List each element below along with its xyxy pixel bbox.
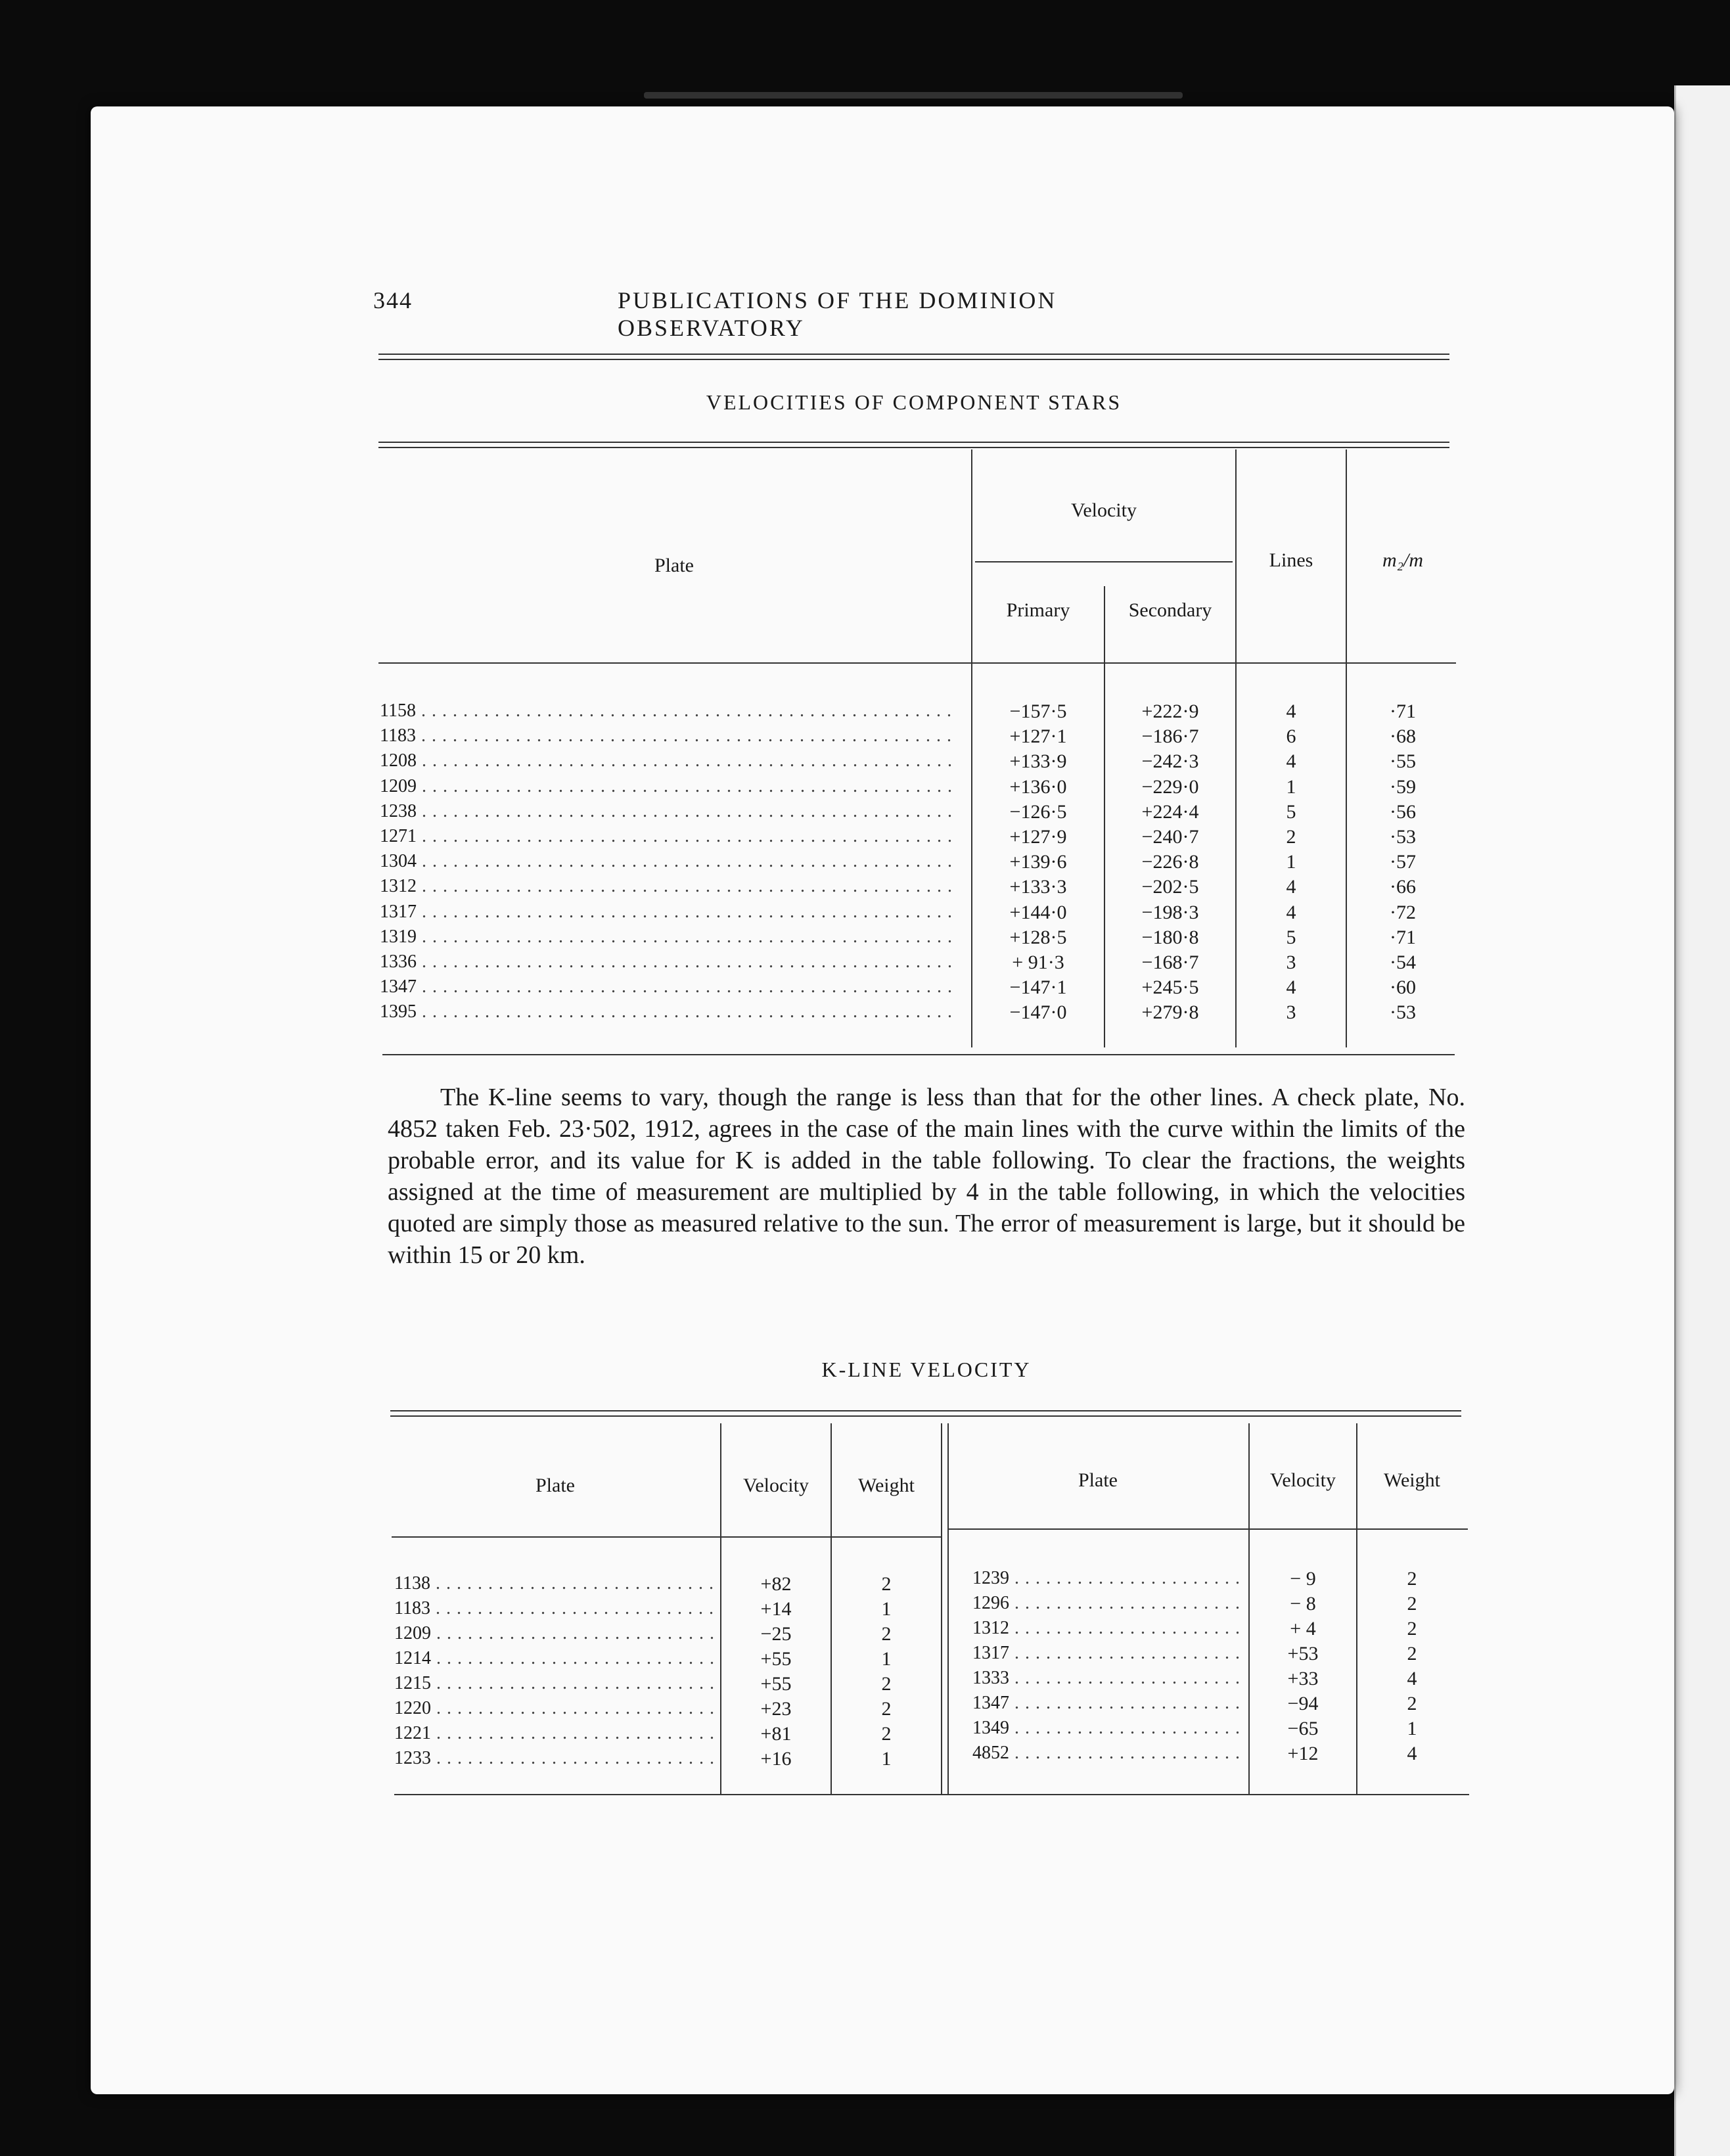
table1-title: VELOCITIES OF COMPONENT STARS [706, 390, 1122, 414]
plate-number: 1158 . . . [380, 700, 958, 722]
lines-cell: 6 [1286, 725, 1296, 748]
table-row [394, 1698, 894, 1723]
velocity-cell: + 4 [1290, 1618, 1316, 1640]
weight-cell: 2 [881, 1723, 892, 1745]
velocity-cell: −65 [1287, 1718, 1319, 1739]
lines-cell: 4 [1286, 876, 1296, 898]
table1-header-secondary: Secondary [1128, 599, 1212, 621]
table-row [972, 1693, 1472, 1718]
weight-cell: 2 [1407, 1618, 1417, 1640]
primary-cell: −126·5 [1009, 800, 1067, 823]
secondary-cell: −186·7 [1141, 725, 1199, 748]
plate-number: 1317 . . . [972, 1643, 1246, 1664]
weight-cell: 1 [1407, 1718, 1417, 1739]
lines-cell: 2 [1286, 826, 1296, 848]
secondary-cell: −240·7 [1141, 826, 1199, 848]
table1-bottom-rule [382, 1054, 1455, 1055]
velocity-cell: +55 [760, 1648, 792, 1670]
primary-cell: −157·5 [1009, 700, 1067, 722]
table1-top-rule [378, 354, 1449, 355]
weight-cell: 1 [881, 1648, 892, 1670]
plate-number: 1183 . . . [394, 1598, 716, 1619]
plate-number: 1238 . . . [380, 801, 958, 822]
weight-cell: 2 [881, 1698, 892, 1720]
table2-header-rule-left [392, 1536, 941, 1538]
facing-page-edge [1674, 85, 1730, 2156]
table-row [380, 776, 1464, 801]
table2-header-velocity-right: Velocity [1270, 1469, 1336, 1491]
body-paragraph: The K-line seems to vary, though the range is less than that for the other lines. A check plate, No. 4852 taken Feb. 23·502, 1912, agrees in the case of the main lines with the curve within the limits of the probable error, and its value for K is added in the table following. To clear the fractions, the weights assigned at the time of measurement are multiplied by 4 in the table following, in which the velocities quoted are simply those as measured relative to the sun. The error of measurement is large, but it should be within 15 or 20 km. [388, 1084, 1465, 1269]
secondary-cell: −198·3 [1141, 901, 1199, 923]
secondary-cell: +279·8 [1141, 1001, 1199, 1024]
ratio-cell: ·54 [1390, 952, 1416, 973]
page-number: 344 [373, 287, 413, 313]
plate-number: 1183 . . . [380, 725, 958, 746]
velocity-cell: − 9 [1290, 1568, 1316, 1590]
plate-number: 1208 . . . [380, 750, 958, 771]
scan-smudge [644, 92, 1183, 99]
table-row [972, 1643, 1472, 1668]
secondary-cell: −226·8 [1141, 851, 1199, 873]
table1-header-ratio: m₂/m [1382, 549, 1424, 571]
table-row [394, 1623, 894, 1648]
table1-header-rule [378, 442, 1449, 443]
table-row [380, 700, 1464, 725]
primary-cell: +136·0 [1009, 775, 1067, 798]
ratio-cell: ·53 [1390, 1001, 1416, 1024]
table2-header-velocity-left: Velocity [743, 1475, 809, 1496]
ratio-cell: ·55 [1390, 750, 1416, 773]
table1-header-rule-2 [378, 447, 1449, 448]
weight-cell: 4 [1407, 1743, 1417, 1764]
velocity-cell: −94 [1287, 1693, 1319, 1714]
plate-number: 1312 . . . [380, 876, 958, 897]
table2-header-plate-right: Plate [1078, 1469, 1118, 1491]
plate-number: 1349 . . . [972, 1718, 1246, 1739]
plate-number: 4852 . . . [972, 1743, 1246, 1764]
table-row [380, 801, 1464, 826]
lines-cell: 3 [1286, 1001, 1296, 1024]
ratio-cell: ·71 [1390, 926, 1416, 948]
lines-cell: 4 [1286, 901, 1296, 923]
table2-header-weight-right: Weight [1384, 1469, 1440, 1491]
table2-top-rule [390, 1410, 1461, 1411]
lines-cell: 4 [1286, 750, 1296, 773]
table-row [394, 1748, 894, 1773]
primary-cell: + 91·3 [1012, 952, 1064, 973]
table-row [380, 976, 1464, 1001]
lines-cell: 1 [1286, 851, 1296, 873]
table-row [380, 902, 1464, 927]
plate-number: 1333 . . . [972, 1668, 1246, 1689]
ratio-cell: ·60 [1390, 976, 1416, 999]
primary-cell: −147·1 [1009, 976, 1067, 999]
table2-bottom-rule [394, 1794, 1469, 1795]
velocity-cell: +33 [1287, 1668, 1319, 1689]
table-row [394, 1573, 894, 1598]
table1-body-rule [378, 662, 1456, 664]
table2-top-rule-2 [390, 1415, 1461, 1417]
velocity-cell: +55 [760, 1673, 792, 1695]
plate-number: 1138 . . . [394, 1573, 716, 1594]
plate-number: 1209 . . . [394, 1623, 716, 1644]
table1-header-velocity: Velocity [1071, 499, 1137, 521]
velocity-cell: +53 [1287, 1643, 1319, 1664]
table-row [972, 1593, 1472, 1618]
plate-number: 1312 . . . [972, 1618, 1246, 1639]
weight-cell: 2 [1407, 1643, 1417, 1664]
plate-number: 1317 . . . [380, 902, 958, 923]
table-row [972, 1618, 1472, 1643]
velocity-cell: −25 [760, 1623, 792, 1645]
table-row [972, 1718, 1472, 1743]
table-row [394, 1598, 894, 1623]
weight-cell: 2 [881, 1673, 892, 1695]
plate-number: 1319 . . . [380, 927, 958, 948]
lines-cell: 1 [1286, 775, 1296, 798]
secondary-cell: −168·7 [1141, 952, 1199, 973]
secondary-cell: +222·9 [1141, 700, 1199, 722]
table-row [394, 1648, 894, 1673]
secondary-cell: −180·8 [1141, 926, 1199, 948]
velocity-cell: +12 [1287, 1743, 1319, 1764]
primary-cell: +128·5 [1009, 926, 1067, 948]
plate-number: 1233 . . . [394, 1748, 716, 1769]
secondary-cell: +224·4 [1141, 800, 1199, 823]
primary-cell: +133·9 [1009, 750, 1067, 773]
table1-top-rule-2 [378, 359, 1449, 360]
table1-velocity-rule [975, 561, 1233, 562]
ratio-cell: ·57 [1390, 851, 1416, 873]
primary-cell: +127·9 [1009, 826, 1067, 848]
plate-number: 1214 . . . [394, 1648, 716, 1669]
weight-cell: 4 [1407, 1668, 1417, 1689]
table1-header-primary: Primary [1006, 599, 1070, 621]
plate-number: 1209 . . . [380, 776, 958, 797]
velocity-cell: +81 [760, 1723, 792, 1745]
plate-number: 1347 . . . [380, 976, 958, 998]
weight-cell: 2 [1407, 1568, 1417, 1590]
table2-header-rule-right [949, 1528, 1468, 1530]
velocity-cell: +14 [760, 1598, 792, 1620]
plate-number: 1347 . . . [972, 1693, 1246, 1714]
weight-cell: 2 [881, 1573, 892, 1595]
ratio-cell: ·68 [1390, 725, 1416, 748]
ratio-cell: ·56 [1390, 800, 1416, 823]
table-row [380, 826, 1464, 851]
primary-cell: +144·0 [1009, 901, 1067, 923]
weight-cell: 2 [1407, 1693, 1417, 1714]
velocity-cell: +16 [760, 1748, 792, 1770]
table2-title: K-LINE VELOCITY [821, 1358, 1032, 1381]
lines-cell: 5 [1286, 926, 1296, 948]
lines-cell: 3 [1286, 952, 1296, 973]
velocity-cell: +82 [760, 1573, 792, 1595]
table-row [972, 1668, 1472, 1693]
plate-number: 1239 . . . [972, 1568, 1246, 1589]
table-row [394, 1723, 894, 1748]
plate-number: 1271 . . . [380, 826, 958, 847]
velocity-cell: +23 [760, 1698, 792, 1720]
table2-header-weight-left: Weight [858, 1475, 915, 1496]
plate-number: 1395 . . . [380, 1001, 958, 1022]
table-row [380, 851, 1464, 876]
table-row [380, 725, 1464, 750]
ratio-cell: ·66 [1390, 876, 1416, 898]
table-row [380, 876, 1464, 901]
plate-number: 1215 . . . [394, 1673, 716, 1694]
lines-cell: 4 [1286, 700, 1296, 722]
table-row [380, 952, 1464, 976]
plate-number: 1296 . . . [972, 1593, 1246, 1614]
lines-cell: 5 [1286, 800, 1296, 823]
table-row [394, 1673, 894, 1698]
weight-cell: 2 [881, 1623, 892, 1645]
plate-number: 1220 . . . [394, 1698, 716, 1719]
table-row [380, 927, 1464, 952]
ratio-cell: ·72 [1390, 901, 1416, 923]
lines-cell: 4 [1286, 976, 1296, 999]
weight-cell: 1 [881, 1748, 892, 1770]
table1-header-plate: Plate [654, 555, 694, 576]
ratio-cell: ·59 [1390, 775, 1416, 798]
ratio-cell: ·71 [1390, 700, 1416, 722]
table-row [972, 1568, 1472, 1593]
plate-number: 1221 . . . [394, 1723, 716, 1744]
primary-cell: −147·0 [1009, 1001, 1067, 1024]
weight-cell: 2 [1407, 1593, 1417, 1615]
table-row [380, 750, 1464, 775]
running-head: PUBLICATIONS OF THE DOMINION OBSERVATORY [618, 287, 1057, 341]
weight-cell: 1 [881, 1598, 892, 1620]
primary-cell: +139·6 [1009, 851, 1067, 873]
table2-header-plate-left: Plate [535, 1475, 575, 1496]
table-row [972, 1743, 1472, 1768]
velocity-cell: − 8 [1290, 1593, 1316, 1615]
ratio-cell: ·53 [1390, 826, 1416, 848]
table2-divider-double-1 [941, 1423, 942, 1794]
table-row [380, 1001, 1464, 1026]
secondary-cell: +245·5 [1141, 976, 1199, 999]
table1-header-lines: Lines [1269, 549, 1313, 571]
secondary-cell: −229·0 [1141, 775, 1199, 798]
secondary-cell: −242·3 [1141, 750, 1199, 773]
primary-cell: +127·1 [1009, 725, 1067, 748]
plate-number: 1304 . . . [380, 851, 958, 872]
plate-number: 1336 . . . [380, 952, 958, 973]
primary-cell: +133·3 [1009, 876, 1067, 898]
secondary-cell: −202·5 [1141, 876, 1199, 898]
